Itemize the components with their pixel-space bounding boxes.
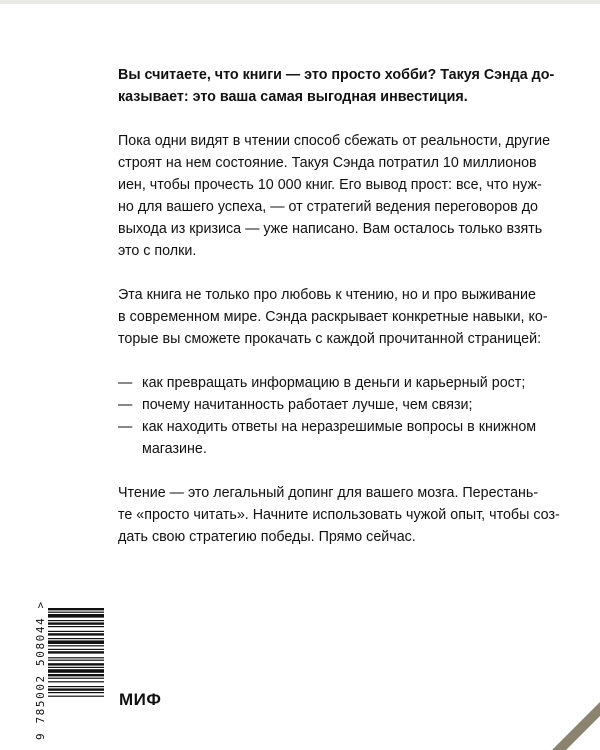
list-item bbox=[118, 416, 558, 460]
barcode-bar bbox=[48, 620, 104, 621]
barcode-bar bbox=[48, 669, 104, 673]
paragraph-line: Эта книга не только про любовь к чтению, но и про выживание bbox=[118, 287, 536, 303]
paragraph-line: те «просто читать». Начните использовать чужой опыт, чтобы соз- bbox=[118, 507, 560, 523]
back-cover-text bbox=[118, 64, 558, 570]
barcode-bar bbox=[48, 686, 104, 687]
paragraph-line: это с полки. bbox=[118, 243, 197, 259]
paragraph-line: торые вы сможете прокачать с каждой прочитанной страницей: bbox=[118, 331, 542, 347]
barcode-bar bbox=[48, 663, 104, 665]
barcode-bar bbox=[48, 633, 104, 635]
barcode-bar bbox=[48, 640, 104, 644]
corner-stripe bbox=[530, 680, 600, 750]
isbn-barcode bbox=[34, 600, 106, 740]
barcode-bar bbox=[48, 612, 104, 613]
list-item-line: почему начитанность работает лучше, чем связи; bbox=[142, 397, 473, 413]
barcode-bar bbox=[48, 660, 104, 661]
barcode-bar bbox=[48, 696, 104, 697]
barcode-bar bbox=[48, 674, 104, 676]
list-item-line: как превращать информацию в деньги и карьерный рост; bbox=[142, 375, 526, 391]
paragraph-line: в современном мире. Сэнда раскрывает конкретные навыки, ко- bbox=[118, 309, 548, 325]
description-paragraph-1 bbox=[118, 130, 558, 262]
barcode-bar bbox=[48, 681, 104, 682]
skills-list bbox=[118, 372, 558, 460]
list-item bbox=[118, 372, 558, 394]
barcode-bar bbox=[48, 688, 104, 690]
barcode-bar bbox=[48, 678, 104, 679]
barcode-bar bbox=[48, 614, 104, 618]
list-item-text bbox=[142, 372, 525, 394]
barcode-bar bbox=[48, 626, 104, 627]
paragraph-line: дать свою стратегию победы. Прямо сейчас. bbox=[118, 529, 416, 545]
barcode-bar bbox=[48, 657, 104, 658]
paragraph-line: выхода из кризиса — уже написано. Вам осталось только взять bbox=[118, 221, 543, 237]
paragraph-line: но для вашего успеха, — от стратегий ведения переговоров до bbox=[118, 199, 539, 215]
paragraph-line: Чтение — это легальный допинг для вашего мозга. Перестань- bbox=[118, 485, 539, 501]
barcode-bar bbox=[48, 651, 104, 653]
lead-paragraph bbox=[118, 64, 558, 108]
list-item-text bbox=[142, 416, 536, 460]
barcode-bar bbox=[48, 649, 104, 650]
paragraph-line: иен, чтобы прочесть 10 000 книг. Его вывод прост: все, что нуж- bbox=[118, 177, 542, 193]
barcode-bar bbox=[48, 631, 104, 632]
barcode-bar bbox=[48, 622, 104, 624]
dash-marker: — bbox=[118, 375, 133, 391]
barcode-bar bbox=[48, 645, 104, 646]
publisher-logo: МИФ bbox=[119, 690, 162, 709]
barcode-bar bbox=[48, 667, 104, 668]
description-paragraph-2 bbox=[118, 284, 558, 350]
barcode-bar bbox=[48, 638, 104, 639]
paragraph-line: строят на нем состояние. Такуя Сэнда потратил 10 миллионов bbox=[118, 155, 537, 171]
list-item-text bbox=[142, 394, 472, 416]
description-paragraph-3 bbox=[118, 482, 558, 548]
isbn-digits: 9 785002 508044 > bbox=[34, 600, 47, 740]
list-item-line: как находить ответы на неразрешимые вопросы в книжном bbox=[142, 419, 537, 435]
barcode-bar bbox=[48, 608, 104, 610]
lead-line: Вы считаете, что книги — это просто хобби? Такуя Сэнда до- bbox=[118, 67, 555, 83]
list-item bbox=[118, 394, 558, 416]
barcode-bar bbox=[48, 692, 104, 693]
list-item-line: магазине. bbox=[142, 441, 207, 457]
dash-marker: — bbox=[118, 397, 133, 413]
lead-line: казывает: это ваша самая выгодная инвестиция. bbox=[118, 89, 468, 105]
dash-marker: — bbox=[118, 419, 133, 435]
paragraph-line: Пока одни видят в чтении способ сбежать от реальности, другие bbox=[118, 133, 551, 149]
cover-edge bbox=[0, 0, 600, 4]
